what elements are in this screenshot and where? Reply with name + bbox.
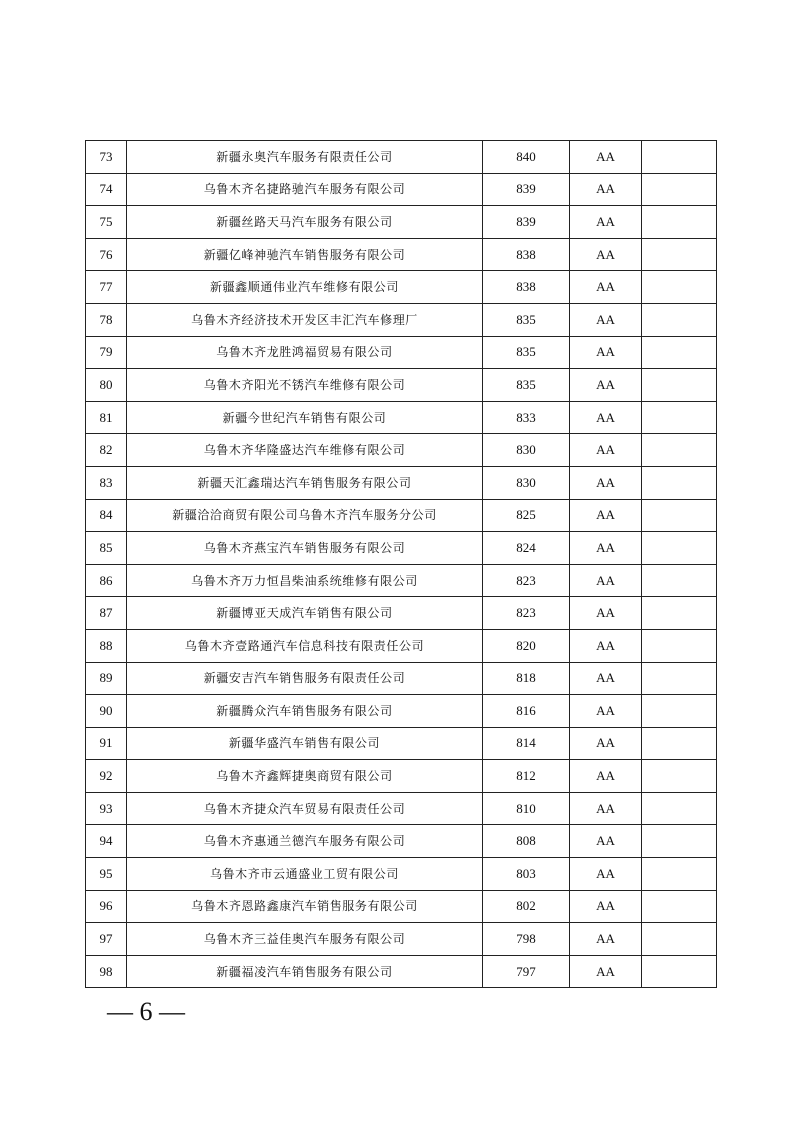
score-cell: 814: [483, 727, 570, 760]
table-row: [86, 532, 717, 565]
score-cell: 824: [483, 532, 570, 565]
note-cell: [642, 792, 717, 825]
row-number-cell: 98: [86, 955, 127, 988]
note-cell: [642, 401, 717, 434]
row-number-cell: 85: [86, 532, 127, 565]
row-number-cell: 86: [86, 564, 127, 597]
score-cell: 830: [483, 434, 570, 467]
company-name-cell: 新疆亿峰神驰汽车销售服务有限公司: [127, 238, 483, 271]
table-row: [86, 173, 717, 206]
note-cell: [642, 271, 717, 304]
grade-cell: AA: [570, 662, 642, 695]
row-number-cell: 79: [86, 336, 127, 369]
score-cell: 825: [483, 499, 570, 532]
grade-cell: AA: [570, 141, 642, 174]
table-row: [86, 955, 717, 988]
table-row: [86, 825, 717, 858]
company-name-cell: 新疆洽洽商贸有限公司乌鲁木齐汽车服务分公司: [127, 499, 483, 532]
score-cell: 808: [483, 825, 570, 858]
row-number-cell: 91: [86, 727, 127, 760]
note-cell: [642, 303, 717, 336]
grade-cell: AA: [570, 532, 642, 565]
table-row: [86, 303, 717, 336]
table-row: [86, 401, 717, 434]
grade-cell: AA: [570, 434, 642, 467]
note-cell: [642, 434, 717, 467]
company-name-cell: 新疆鑫顺通伟业汽车维修有限公司: [127, 271, 483, 304]
score-cell: 835: [483, 336, 570, 369]
row-number-cell: 87: [86, 597, 127, 630]
company-name-cell: 乌鲁木齐华隆盛达汽车维修有限公司: [127, 434, 483, 467]
company-name-cell: 乌鲁木齐捷众汽车贸易有限责任公司: [127, 792, 483, 825]
table-row: [86, 597, 717, 630]
score-cell: 838: [483, 238, 570, 271]
score-cell: 816: [483, 695, 570, 728]
note-cell: [642, 466, 717, 499]
note-cell: [642, 206, 717, 239]
table-row: [86, 499, 717, 532]
row-number-cell: 88: [86, 629, 127, 662]
table-row: [86, 890, 717, 923]
note-cell: [642, 629, 717, 662]
score-cell: 839: [483, 173, 570, 206]
grade-cell: AA: [570, 955, 642, 988]
score-cell: 838: [483, 271, 570, 304]
grade-cell: AA: [570, 369, 642, 402]
table-row: [86, 727, 717, 760]
company-name-cell: 乌鲁木齐鑫辉捷奥商贸有限公司: [127, 760, 483, 793]
score-cell: 812: [483, 760, 570, 793]
table-row: [86, 629, 717, 662]
grade-cell: AA: [570, 629, 642, 662]
score-cell: 797: [483, 955, 570, 988]
grade-cell: AA: [570, 825, 642, 858]
company-name-cell: 乌鲁木齐名捷路驰汽车服务有限公司: [127, 173, 483, 206]
note-cell: [642, 369, 717, 402]
company-name-cell: 新疆安吉汽车销售服务有限责任公司: [127, 662, 483, 695]
note-cell: [642, 760, 717, 793]
note-cell: [642, 564, 717, 597]
grade-cell: AA: [570, 564, 642, 597]
table-row: [86, 792, 717, 825]
score-cell: 823: [483, 564, 570, 597]
grade-cell: AA: [570, 303, 642, 336]
score-cell: 835: [483, 303, 570, 336]
company-name-cell: 乌鲁木齐龙胜鸿福贸易有限公司: [127, 336, 483, 369]
row-number-cell: 95: [86, 858, 127, 891]
grade-cell: AA: [570, 695, 642, 728]
grade-cell: AA: [570, 597, 642, 630]
row-number-cell: 93: [86, 792, 127, 825]
table-row: [86, 206, 717, 239]
grade-cell: AA: [570, 858, 642, 891]
row-number-cell: 96: [86, 890, 127, 923]
table-row: [86, 271, 717, 304]
note-cell: [642, 923, 717, 956]
score-cell: 833: [483, 401, 570, 434]
row-number-cell: 77: [86, 271, 127, 304]
table-row: [86, 434, 717, 467]
page-number: — 6 —: [107, 997, 185, 1026]
row-number-cell: 94: [86, 825, 127, 858]
table-row: [86, 564, 717, 597]
ranking-table: [85, 140, 717, 988]
note-cell: [642, 173, 717, 206]
score-cell: 810: [483, 792, 570, 825]
table-row: [86, 923, 717, 956]
note-cell: [642, 597, 717, 630]
score-cell: 830: [483, 466, 570, 499]
note-cell: [642, 727, 717, 760]
company-name-cell: 乌鲁木齐燕宝汽车销售服务有限公司: [127, 532, 483, 565]
table-row: [86, 238, 717, 271]
row-number-cell: 84: [86, 499, 127, 532]
row-number-cell: 92: [86, 760, 127, 793]
row-number-cell: 90: [86, 695, 127, 728]
score-cell: 840: [483, 141, 570, 174]
company-name-cell: 乌鲁木齐经济技术开发区丰汇汽车修理厂: [127, 303, 483, 336]
table-row: [86, 760, 717, 793]
note-cell: [642, 890, 717, 923]
row-number-cell: 97: [86, 923, 127, 956]
table-body: [86, 141, 717, 988]
table-row: [86, 369, 717, 402]
grade-cell: AA: [570, 238, 642, 271]
score-cell: 802: [483, 890, 570, 923]
grade-cell: AA: [570, 336, 642, 369]
table-row: [86, 336, 717, 369]
table-row: [86, 662, 717, 695]
score-cell: 820: [483, 629, 570, 662]
grade-cell: AA: [570, 923, 642, 956]
score-cell: 803: [483, 858, 570, 891]
grade-cell: AA: [570, 727, 642, 760]
note-cell: [642, 858, 717, 891]
row-number-cell: 78: [86, 303, 127, 336]
company-name-cell: 乌鲁木齐阳光不锈汽车维修有限公司: [127, 369, 483, 402]
table-row: [86, 858, 717, 891]
grade-cell: AA: [570, 792, 642, 825]
row-number-cell: 80: [86, 369, 127, 402]
row-number-cell: 75: [86, 206, 127, 239]
grade-cell: AA: [570, 206, 642, 239]
score-cell: 839: [483, 206, 570, 239]
company-name-cell: 新疆博亚天成汽车销售有限公司: [127, 597, 483, 630]
row-number-cell: 74: [86, 173, 127, 206]
company-name-cell: 乌鲁木齐三益佳奥汽车服务有限公司: [127, 923, 483, 956]
grade-cell: AA: [570, 499, 642, 532]
note-cell: [642, 499, 717, 532]
company-name-cell: 乌鲁木齐市云通盛业工贸有限公司: [127, 858, 483, 891]
company-name-cell: 乌鲁木齐惠通兰德汽车服务有限公司: [127, 825, 483, 858]
note-cell: [642, 336, 717, 369]
note-cell: [642, 825, 717, 858]
company-name-cell: 新疆丝路天马汽车服务有限公司: [127, 206, 483, 239]
score-cell: 798: [483, 923, 570, 956]
score-cell: 835: [483, 369, 570, 402]
company-name-cell: 新疆永奥汽车服务有限责任公司: [127, 141, 483, 174]
note-cell: [642, 141, 717, 174]
row-number-cell: 89: [86, 662, 127, 695]
note-cell: [642, 532, 717, 565]
grade-cell: AA: [570, 466, 642, 499]
grade-cell: AA: [570, 401, 642, 434]
company-name-cell: 新疆福凌汽车销售服务有限公司: [127, 955, 483, 988]
table-row: [86, 141, 717, 174]
note-cell: [642, 955, 717, 988]
grade-cell: AA: [570, 173, 642, 206]
grade-cell: AA: [570, 890, 642, 923]
row-number-cell: 82: [86, 434, 127, 467]
note-cell: [642, 238, 717, 271]
row-number-cell: 76: [86, 238, 127, 271]
grade-cell: AA: [570, 760, 642, 793]
company-name-cell: 乌鲁木齐恩路鑫康汽车销售服务有限公司: [127, 890, 483, 923]
grade-cell: AA: [570, 271, 642, 304]
row-number-cell: 73: [86, 141, 127, 174]
company-name-cell: 新疆华盛汽车销售有限公司: [127, 727, 483, 760]
table-row: [86, 695, 717, 728]
company-name-cell: 乌鲁木齐壹路通汽车信息科技有限责任公司: [127, 629, 483, 662]
company-name-cell: 乌鲁木齐万力恒昌柴油系统维修有限公司: [127, 564, 483, 597]
company-name-cell: 新疆今世纪汽车销售有限公司: [127, 401, 483, 434]
score-cell: 823: [483, 597, 570, 630]
row-number-cell: 81: [86, 401, 127, 434]
score-cell: 818: [483, 662, 570, 695]
note-cell: [642, 695, 717, 728]
table-row: [86, 466, 717, 499]
note-cell: [642, 662, 717, 695]
company-name-cell: 新疆腾众汽车销售服务有限公司: [127, 695, 483, 728]
row-number-cell: 83: [86, 466, 127, 499]
company-name-cell: 新疆天汇鑫瑞达汽车销售服务有限公司: [127, 466, 483, 499]
